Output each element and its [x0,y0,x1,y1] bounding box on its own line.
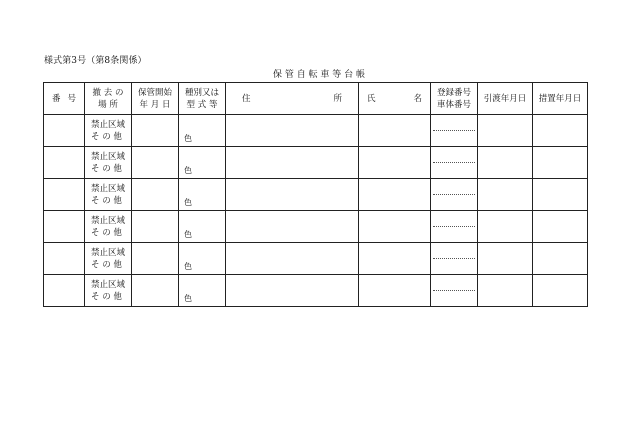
registration-cell [431,179,478,211]
number-cell [44,179,85,211]
start-date-cell [132,147,179,179]
number-cell [44,115,85,147]
address-cell [226,275,359,307]
removal-location-cell: 禁止区域 そ の 他 [85,211,132,243]
removal-location-cell: 禁止区域 そ の 他 [85,275,132,307]
header-handover-date: 引渡年月日 [478,83,533,115]
removal-location-cell: 禁止区域 そ の 他 [85,243,132,275]
name-cell [359,115,431,147]
form-number-label: 様式第3号（第8条関係） [44,56,147,66]
number-cell [44,275,85,307]
name-cell [359,275,431,307]
name-cell [359,179,431,211]
type-cell: 色 [179,211,226,243]
dotted-divider [433,130,475,131]
ledger-row [44,179,588,211]
name-cell [359,243,431,275]
ledger-row [44,211,588,243]
registration-cell [431,275,478,307]
dotted-divider [433,290,475,291]
ledger-row [44,243,588,275]
registration-cell [431,115,478,147]
disposal-date-cell [533,275,588,307]
header-disposal-date: 措置年月日 [533,83,588,115]
number-cell [44,243,85,275]
bicycle-storage-ledger-table [43,82,588,307]
registration-cell [431,147,478,179]
dotted-divider [433,258,475,259]
dotted-divider [433,226,475,227]
start-date-cell [132,275,179,307]
start-date-cell [132,243,179,275]
header-removal-location: 撤 去 の 場 所 [85,83,132,115]
address-cell [226,179,359,211]
disposal-date-cell [533,179,588,211]
removal-location-cell: 禁止区域 そ の 他 [85,115,132,147]
number-cell [44,147,85,179]
registration-cell [431,243,478,275]
header-type-model: 種別又は 型 式 等 [179,83,226,115]
type-cell: 色 [179,275,226,307]
ledger-row [44,147,588,179]
handover-date-cell [478,243,533,275]
removal-location-cell: 禁止区域 そ の 他 [85,179,132,211]
disposal-date-cell [533,211,588,243]
name-cell [359,211,431,243]
ledger-row [44,275,588,307]
disposal-date-cell [533,147,588,179]
header-row [44,83,588,115]
address-cell [226,147,359,179]
header-number: 番 号 [44,83,85,115]
removal-location-cell: 禁止区域 そ の 他 [85,147,132,179]
address-cell [226,243,359,275]
start-date-cell [132,211,179,243]
address-cell [226,115,359,147]
document-title: 保 管 自 転 車 等 台 帳 [272,70,366,80]
disposal-date-cell [533,115,588,147]
header-address: 住 所 [226,83,359,115]
header-name: 氏 名 [359,83,431,115]
dotted-divider [433,194,475,195]
start-date-cell [132,115,179,147]
type-cell: 色 [179,243,226,275]
type-cell: 色 [179,147,226,179]
name-cell [359,147,431,179]
handover-date-cell [478,179,533,211]
handover-date-cell [478,275,533,307]
header-storage-start-date: 保管開始 年 月 日 [132,83,179,115]
disposal-date-cell [533,243,588,275]
dotted-divider [433,162,475,163]
address-cell [226,211,359,243]
registration-cell [431,211,478,243]
header-registration-frame-number: 登録番号 車体番号 [431,83,478,115]
handover-date-cell [478,147,533,179]
start-date-cell [132,179,179,211]
ledger-row [44,115,588,147]
handover-date-cell [478,115,533,147]
handover-date-cell [478,211,533,243]
type-cell: 色 [179,179,226,211]
type-cell: 色 [179,115,226,147]
number-cell [44,211,85,243]
